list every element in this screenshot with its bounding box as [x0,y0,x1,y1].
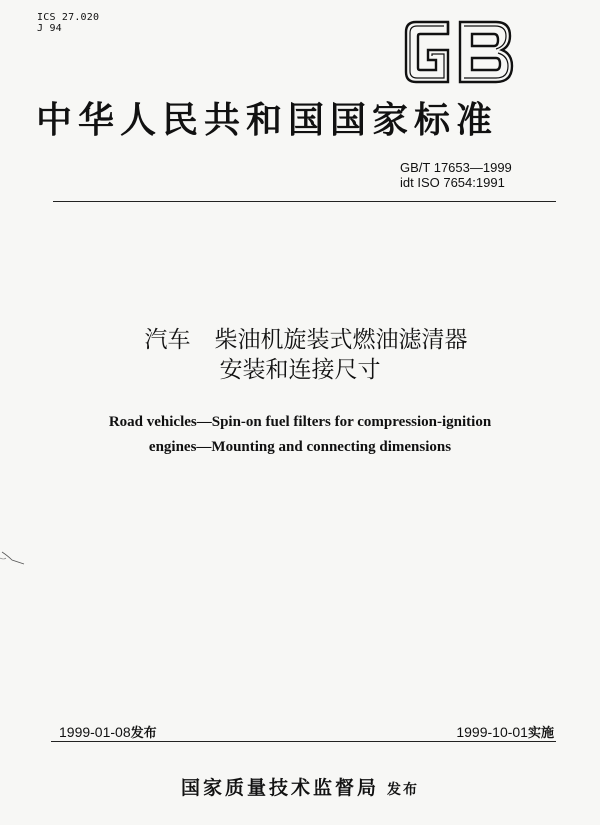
idt-standard-number: idt ISO 7654:1991 [400,175,505,190]
top-divider [53,201,556,202]
implementation-date-value: 1999-10-01 [456,724,528,740]
english-title-line2: engines—Mounting and connecting dimensions [148,439,452,455]
issue-date-suffix: 发布 [130,726,157,741]
ccs-code: J 94 [37,23,62,34]
standard-number: GB/T 17653—1999 [400,160,512,175]
standard-number-block [400,160,512,190]
gb-logo [398,14,520,90]
bottom-divider [51,741,556,742]
issuer-suffix: 发布 [387,782,419,798]
chinese-title [0,325,600,385]
english-title [0,410,600,460]
classification-codes [37,12,99,34]
issuer [0,773,600,800]
implementation-date [456,722,554,741]
chinese-title-line1 [0,325,600,355]
issue-date [59,722,157,741]
chinese-title-part1: 汽车 [144,327,191,353]
chinese-title-part2: 柴油机旋装式燃油滤清器 [214,327,468,353]
issuer-name: 国家质量技术监督局 [180,777,379,799]
english-title-line1: Road vehicles—Spin-on fuel filters for compression-ignition [108,414,492,430]
implementation-date-suffix: 实施 [527,726,554,741]
issue-date-value: 1999-01-08 [59,724,131,740]
gb-logo-g-letter [406,22,448,82]
scan-artifact [0,548,30,568]
chinese-title-line2: 安装和连接尺寸 [219,357,381,383]
national-standard-title: 中华人民共和国国家标准 [36,99,499,141]
ics-code: ICS 27.020 [37,12,100,23]
gb-logo-b-letter [460,22,512,82]
